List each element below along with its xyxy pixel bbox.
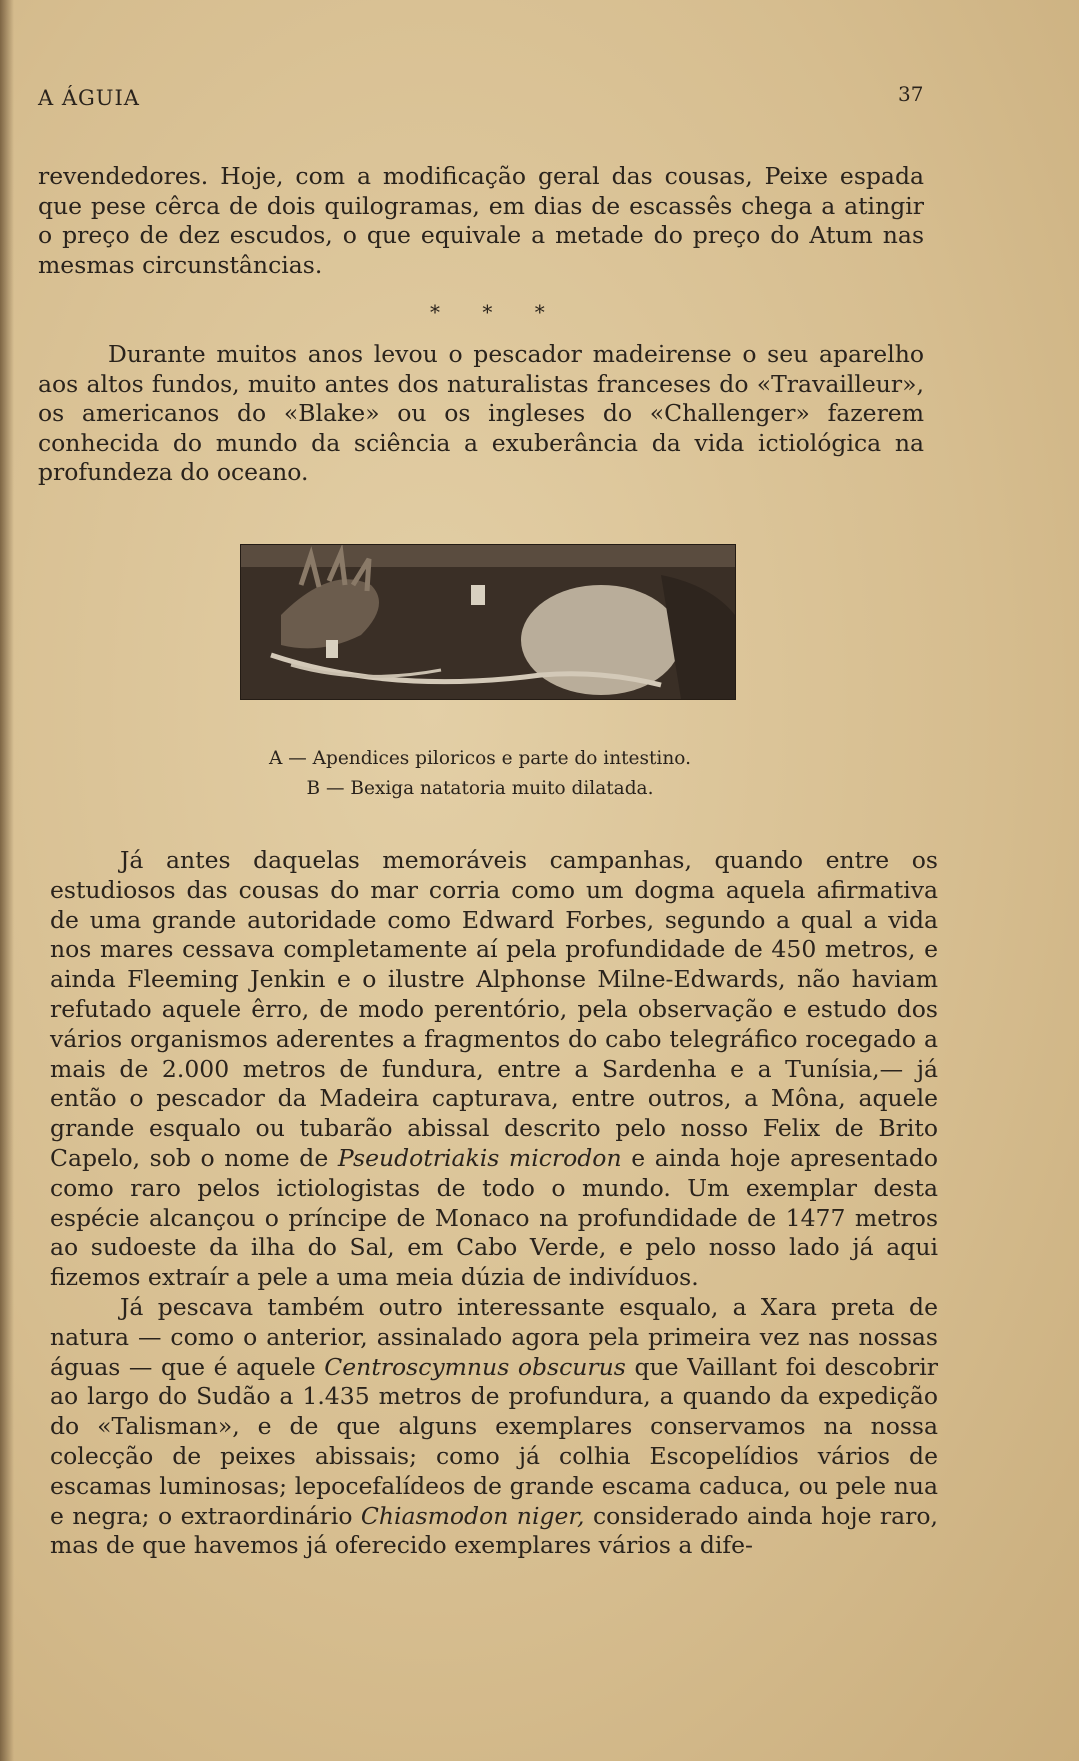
section-separator: * * * (430, 300, 563, 324)
paragraph-3-part-1: Já antes daquelas memoráveis campanhas, quando entre os estudiosos das cousas do mar corria como um dogma aquela afirmativa de uma grande autoridade como Edward Forbes, segundo a qual a vida nos mares cessava completamente aí pela profundidade de 450 metros, e ainda Fleeming Jenkin e o ilustre Alphonse Milne-Edwards, não haviam refutado aquele êrro, de modo perentório, pela observação e estudo dos vários organismos aderentes a fragmentos do cabo telegráfico rocegado a mais de 2.000 metros de fundura, entre a Sardenha e a Tunísia,— já então o pescador da Madeira capturava, entre outros, a Môna, aquele grande esqualo ou tubarão abissal descrito pelo nosso Felix de Brito Capelo, sob o nome de (50, 846, 938, 1172)
paragraph-4-part-3: considerado ainda hoje raro, mas de que havemos já oferecido exemplares vários a dife- (50, 1501, 939, 1560)
paragraph-2-text: Durante muitos anos levou o pescador madeirense o seu aparelho aos altos fundos, muito antes dos naturalistas franceses do «Travailleur», os americanos do «Blake» ou os ingleses do «Challenger» fazerem conhecida do mundo da sciência a exuberância da vida ictiológica na profundeza do oceano. (38, 340, 924, 487)
species-name-pseudotriakis: Pseudotriakis microdon (337, 1143, 622, 1172)
species-name-chiasmodon: Chiasmodon niger, (360, 1501, 585, 1530)
running-title: A ÁGUIA (38, 86, 140, 110)
page-edge-shadow (0, 0, 14, 1761)
fish-anatomy-image (241, 545, 735, 699)
paragraph-4 (50, 1293, 938, 1561)
caption-b: B — Bexiga natatoria muito dilatada. (306, 778, 654, 799)
paragraph-3-part-2: e ainda hoje apresentado como raro pelos ictiologistas de todo o mundo. Um exemplar desta espécie alcançou o príncipe de Monaco na profundidade de 1477 metros ao sudoeste da ilha do Sal, em Cabo Verde, e pelo nosso lado já aqui fizemos extraír a pele a uma meia dúzia de indivíduos. (50, 1143, 939, 1292)
paragraph-1-text: revendedores. Hoje, com a modificação geral das cousas, Peixe espada que pese cêrca de dois quilogramas, em dias de escassês chega a atingir o preço de dez escudos, o que equivale a metade do preço do Atum nas mesmas circunstâncias. (38, 162, 924, 279)
paragraph-1 (38, 162, 924, 280)
species-name-centroscymnus: Centroscymnus obscurus (324, 1352, 626, 1381)
caption-a: A — Apendices piloricos e parte do intestino. (269, 748, 691, 769)
paragraph-2 (38, 340, 924, 488)
paragraph-4-part-2: que Vaillant foi descobrir ao largo do Sudão a 1.435 metros de profundura, a quando da expedição do «Talisman», e de que alguns exemplares conservamos na nossa colecção de peixes abissais; como já colhia Escopelídios vários de escamas luminosas; lepocefalídeos de grande escama caduca, ou pele nua e negra; o extraordinário (50, 1352, 939, 1530)
paragraph-3 (50, 846, 938, 1293)
paragraph-3-4 (50, 846, 938, 1561)
paragraph-4-part-1: Já pescava também outro interessante esqualo, a Xara preta de natura — como o anterior, assinalado agora pela primeira vez nas nossas águas — que é aquele (50, 1292, 938, 1381)
fish-anatomy-photo (240, 544, 736, 700)
page-number: 37 (898, 82, 924, 106)
figure-captions (180, 744, 780, 804)
